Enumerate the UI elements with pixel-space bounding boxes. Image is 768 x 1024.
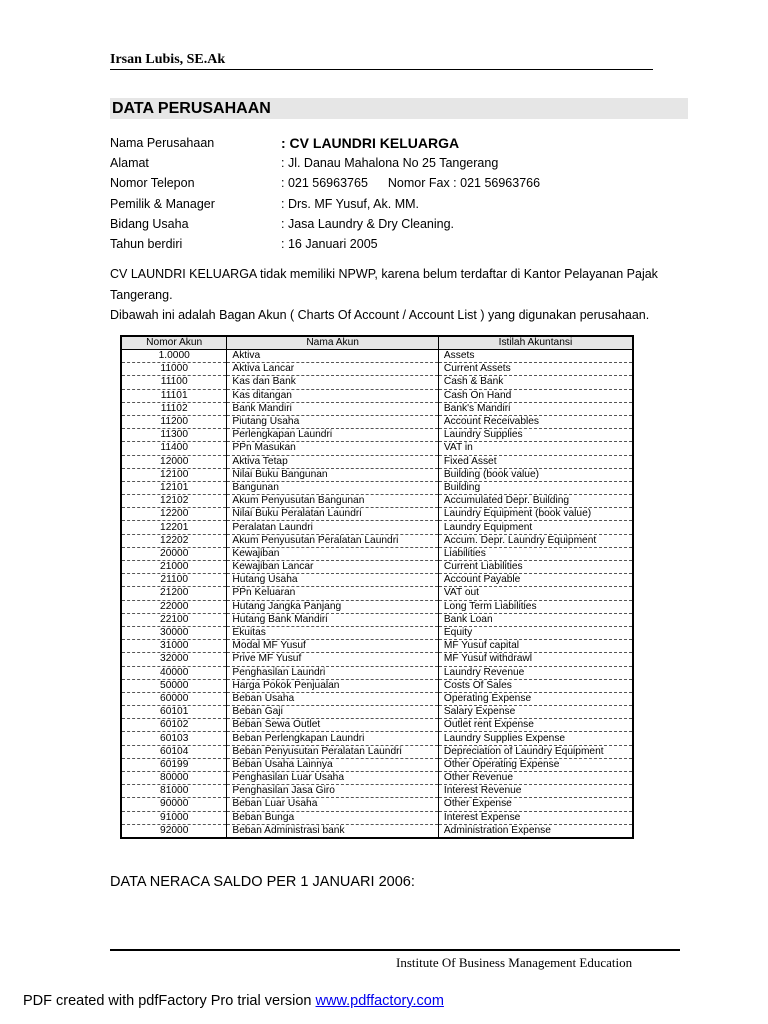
- accounting-term-cell: Current Assets: [438, 363, 633, 376]
- account-number-cell: 12201: [121, 521, 227, 534]
- table-row: [121, 429, 633, 442]
- table-row: [121, 481, 633, 494]
- account-number-cell: 20000: [121, 547, 227, 560]
- account-name-cell: Piutang Usaha: [227, 415, 438, 428]
- section-title: DATA PERUSAHAAN: [110, 98, 688, 119]
- accounting-term-cell: Long Term Liabilities: [438, 600, 633, 613]
- accounting-term-cell: Account Receivables: [438, 415, 633, 428]
- account-number-cell: 11000: [121, 363, 227, 376]
- accounting-term-cell: Accum. Depr. Laundry Equipment: [438, 534, 633, 547]
- accounting-term-cell: Account Payable: [438, 574, 633, 587]
- account-number-cell: 21200: [121, 587, 227, 600]
- account-name-cell: Hutang Bank Mandiri: [227, 613, 438, 626]
- account-name-cell: Beban Gaji: [227, 706, 438, 719]
- table-row: [121, 495, 633, 508]
- table-row: [121, 389, 633, 402]
- account-name-cell: PPn Masukan: [227, 442, 438, 455]
- table-row: [121, 363, 633, 376]
- account-name-cell: Beban Penyusutan Peralatan Laundri: [227, 745, 438, 758]
- intro-paragraphs: [110, 264, 690, 326]
- account-name-cell: Bank Mandiri: [227, 402, 438, 415]
- table-row: [121, 824, 633, 838]
- accounting-term-cell: Interest Revenue: [438, 785, 633, 798]
- column-header-account-name: Nama Akun: [227, 336, 438, 350]
- table-row: [121, 706, 633, 719]
- accounting-term-cell: Bank Loan: [438, 613, 633, 626]
- address-value: : Jl. Danau Mahalona No 25 Tangerang: [281, 156, 499, 171]
- account-number-cell: 11300: [121, 429, 227, 442]
- table-row: [121, 745, 633, 758]
- accounting-term-cell: VAT in: [438, 442, 633, 455]
- table-row: [121, 811, 633, 824]
- account-number-cell: 60102: [121, 719, 227, 732]
- table-row: [121, 402, 633, 415]
- account-name-cell: Penghasilan Laundri: [227, 666, 438, 679]
- account-name-cell: Modal MF Yusuf: [227, 640, 438, 653]
- neraca-title: DATA NERACA SALDO PER 1 JANUARI 2006:: [110, 874, 415, 890]
- account-number-cell: 11400: [121, 442, 227, 455]
- account-name-cell: Beban Sewa Outlet: [227, 719, 438, 732]
- account-number-cell: 12102: [121, 495, 227, 508]
- intro-paragraph: Dibawah ini adalah Bagan Akun ( Charts Of Account / Account List ) yang digunakan perusahaan.: [110, 308, 650, 322]
- account-name-cell: Beban Bunga: [227, 811, 438, 824]
- table-row: [121, 679, 633, 692]
- account-name-cell: Kas dan Bank: [227, 376, 438, 389]
- accounting-term-cell: Laundry Supplies Expense: [438, 732, 633, 745]
- accounting-term-cell: Depreciation of Laundry Equipment: [438, 745, 633, 758]
- accounting-term-cell: Liabilities: [438, 547, 633, 560]
- account-name-cell: Beban Luar Usaha: [227, 798, 438, 811]
- account-number-cell: 30000: [121, 626, 227, 639]
- account-number-cell: 21000: [121, 561, 227, 574]
- account-number-cell: 12101: [121, 481, 227, 494]
- pdf-note-text: PDF created with pdfFactory Pro trial version: [23, 993, 316, 1009]
- account-number-cell: 92000: [121, 824, 227, 838]
- account-name-cell: PPn Keluaran: [227, 587, 438, 600]
- account-name-cell: Nilai Buku Bangunan: [227, 468, 438, 481]
- business-label: Bidang Usaha: [110, 216, 189, 231]
- table-row: [121, 600, 633, 613]
- account-number-cell: 12202: [121, 534, 227, 547]
- account-number-cell: 91000: [121, 811, 227, 824]
- phone-label: Nomor Telepon: [110, 176, 195, 191]
- accounting-term-cell: Cash & Bank: [438, 376, 633, 389]
- account-number-cell: 31000: [121, 640, 227, 653]
- account-name-cell: Beban Usaha: [227, 692, 438, 705]
- fax-value: Nomor Fax : 021 56963766: [387, 176, 541, 191]
- account-number-cell: 11102: [121, 402, 227, 415]
- table-row: [121, 547, 633, 560]
- accounting-term-cell: Equity: [438, 626, 633, 639]
- owner-value: : Drs. MF Yusuf, Ak. MM.: [281, 196, 419, 211]
- chart-of-accounts-table: [120, 335, 634, 839]
- accounting-term-cell: Interest Expense: [438, 811, 633, 824]
- table-row: [121, 772, 633, 785]
- table-header-row: [121, 336, 633, 350]
- accounting-term-cell: Bank's Mandiri: [438, 402, 633, 415]
- owner-label: Pemilik & Manager: [110, 196, 215, 211]
- account-number-cell: 1.0000: [121, 350, 227, 363]
- author-header: Irsan Lubis, SE.Ak: [110, 52, 653, 70]
- account-name-cell: Hutang Usaha: [227, 574, 438, 587]
- accounting-term-cell: Assets: [438, 350, 633, 363]
- table-row: [121, 534, 633, 547]
- accounting-term-cell: Administration Expense: [438, 824, 633, 838]
- account-number-cell: 60000: [121, 692, 227, 705]
- table-body: [121, 350, 633, 838]
- account-number-cell: 60101: [121, 706, 227, 719]
- company-name-value: : CV LAUNDRI KELUARGA: [281, 135, 460, 151]
- company-name-label: Nama Perusahaan: [110, 136, 215, 150]
- table-row: [121, 692, 633, 705]
- account-name-cell: Ekuitas: [227, 626, 438, 639]
- table-row: [121, 521, 633, 534]
- table-row: [121, 350, 633, 363]
- table-row: [121, 587, 633, 600]
- table-row: [121, 561, 633, 574]
- account-number-cell: 11200: [121, 415, 227, 428]
- table-row: [121, 376, 633, 389]
- phone-value-group: [281, 173, 540, 193]
- table-row: [121, 653, 633, 666]
- account-name-cell: Hutang Jangka Panjang: [227, 600, 438, 613]
- column-header-account-number: Nomor Akun: [121, 336, 227, 350]
- account-number-cell: 60103: [121, 732, 227, 745]
- table-row: [121, 574, 633, 587]
- table-row: [121, 442, 633, 455]
- account-number-cell: 32000: [121, 653, 227, 666]
- accounting-term-cell: Laundry Equipment: [438, 521, 633, 534]
- accounting-term-cell: Current Liabilities: [438, 561, 633, 574]
- accounting-term-cell: Other Operating Expense: [438, 758, 633, 771]
- table-row: [121, 468, 633, 481]
- account-name-cell: Bangunan: [227, 481, 438, 494]
- account-number-cell: 21100: [121, 574, 227, 587]
- account-number-cell: 81000: [121, 785, 227, 798]
- account-name-cell: Kewajiban: [227, 547, 438, 560]
- accounting-term-cell: Other Revenue: [438, 772, 633, 785]
- accounting-term-cell: Building (book value): [438, 468, 633, 481]
- table-row: [121, 666, 633, 679]
- accounting-term-cell: Cash On Hand: [438, 389, 633, 402]
- account-name-cell: Akum Penyusutan Peralatan Laundri: [227, 534, 438, 547]
- table-row: [121, 613, 633, 626]
- npwp-paragraph: CV LAUNDRI KELUARGA tidak memiliki NPWP, karena belum terdaftar di Kantor Pelayanan Pajak Tangerang.: [110, 267, 658, 302]
- account-name-cell: Beban Administrasi bank: [227, 824, 438, 838]
- account-number-cell: 40000: [121, 666, 227, 679]
- account-number-cell: 11101: [121, 389, 227, 402]
- account-name-cell: Aktiva Lancar: [227, 363, 438, 376]
- account-number-cell: 12000: [121, 455, 227, 468]
- account-number-cell: 11100: [121, 376, 227, 389]
- pdf-watermark: [23, 993, 444, 1009]
- accounting-term-cell: Laundry Equipment (book value): [438, 508, 633, 521]
- accounting-term-cell: Salary Expense: [438, 706, 633, 719]
- accounting-term-cell: VAT out: [438, 587, 633, 600]
- accounting-term-cell: Outlet rent Expense: [438, 719, 633, 732]
- accounting-term-cell: Operating Expense: [438, 692, 633, 705]
- account-name-cell: Kewajiban Lancar: [227, 561, 438, 574]
- accounting-term-cell: Laundry Supplies: [438, 429, 633, 442]
- account-name-cell: Peralatan Laundri: [227, 521, 438, 534]
- founded-value: : 16 Januari 2005: [281, 236, 378, 251]
- table-row: [121, 640, 633, 653]
- table-row: [121, 758, 633, 771]
- footer-institute: Institute Of Business Management Education: [396, 955, 633, 970]
- accounting-term-cell: Fixed Asset: [438, 455, 633, 468]
- accounting-term-cell: Other Expense: [438, 798, 633, 811]
- accounting-term-cell: MF Yusuf withdrawl: [438, 653, 633, 666]
- account-name-cell: Kas ditangan: [227, 389, 438, 402]
- table-row: [121, 732, 633, 745]
- account-name-cell: Penghasilan Jasa Giro: [227, 785, 438, 798]
- account-name-cell: Nilai Buku Peralatan Laundri: [227, 508, 438, 521]
- table-row: [121, 626, 633, 639]
- phone-value: : 021 56963765: [281, 176, 368, 191]
- table-row: [121, 719, 633, 732]
- column-header-accounting-term: Istilah Akuntansi: [438, 336, 633, 350]
- account-number-cell: 22100: [121, 613, 227, 626]
- account-name-cell: Harga Pokok Penjualan: [227, 679, 438, 692]
- table-row: [121, 508, 633, 521]
- account-name-cell: Penghasilan Luar Usaha: [227, 772, 438, 785]
- account-name-cell: Beban Perlengkapan Laundri: [227, 732, 438, 745]
- table-row: [121, 415, 633, 428]
- table-row: [121, 798, 633, 811]
- pdffactory-link[interactable]: www.pdffactory.com: [315, 993, 444, 1009]
- account-number-cell: 50000: [121, 679, 227, 692]
- table-row: [121, 785, 633, 798]
- account-name-cell: Aktiva: [227, 350, 438, 363]
- account-number-cell: 80000: [121, 772, 227, 785]
- footer-divider: [110, 949, 680, 951]
- accounting-term-cell: Costs Of Sales: [438, 679, 633, 692]
- accounting-term-cell: MF Yusuf capital: [438, 640, 633, 653]
- account-name-cell: Perlengkapan Laundri: [227, 429, 438, 442]
- account-number-cell: 90000: [121, 798, 227, 811]
- address-label: Alamat: [110, 156, 149, 171]
- account-name-cell: Akum Penyusutan Bangunan: [227, 495, 438, 508]
- accounting-term-cell: Accumulated Depr. Building: [438, 495, 633, 508]
- business-value: : Jasa Laundry & Dry Cleaning.: [281, 216, 455, 231]
- founded-label: Tahun berdiri: [110, 236, 183, 251]
- account-name-cell: Beban Usaha Lainnya: [227, 758, 438, 771]
- accounting-term-cell: Laundry Revenue: [438, 666, 633, 679]
- account-number-cell: 12200: [121, 508, 227, 521]
- account-number-cell: 12100: [121, 468, 227, 481]
- account-name-cell: Aktiva Tetap: [227, 455, 438, 468]
- table-row: [121, 455, 633, 468]
- account-number-cell: 60199: [121, 758, 227, 771]
- account-name-cell: Prive MF Yusuf: [227, 653, 438, 666]
- account-number-cell: 22000: [121, 600, 227, 613]
- accounting-term-cell: Building: [438, 481, 633, 494]
- account-number-cell: 60104: [121, 745, 227, 758]
